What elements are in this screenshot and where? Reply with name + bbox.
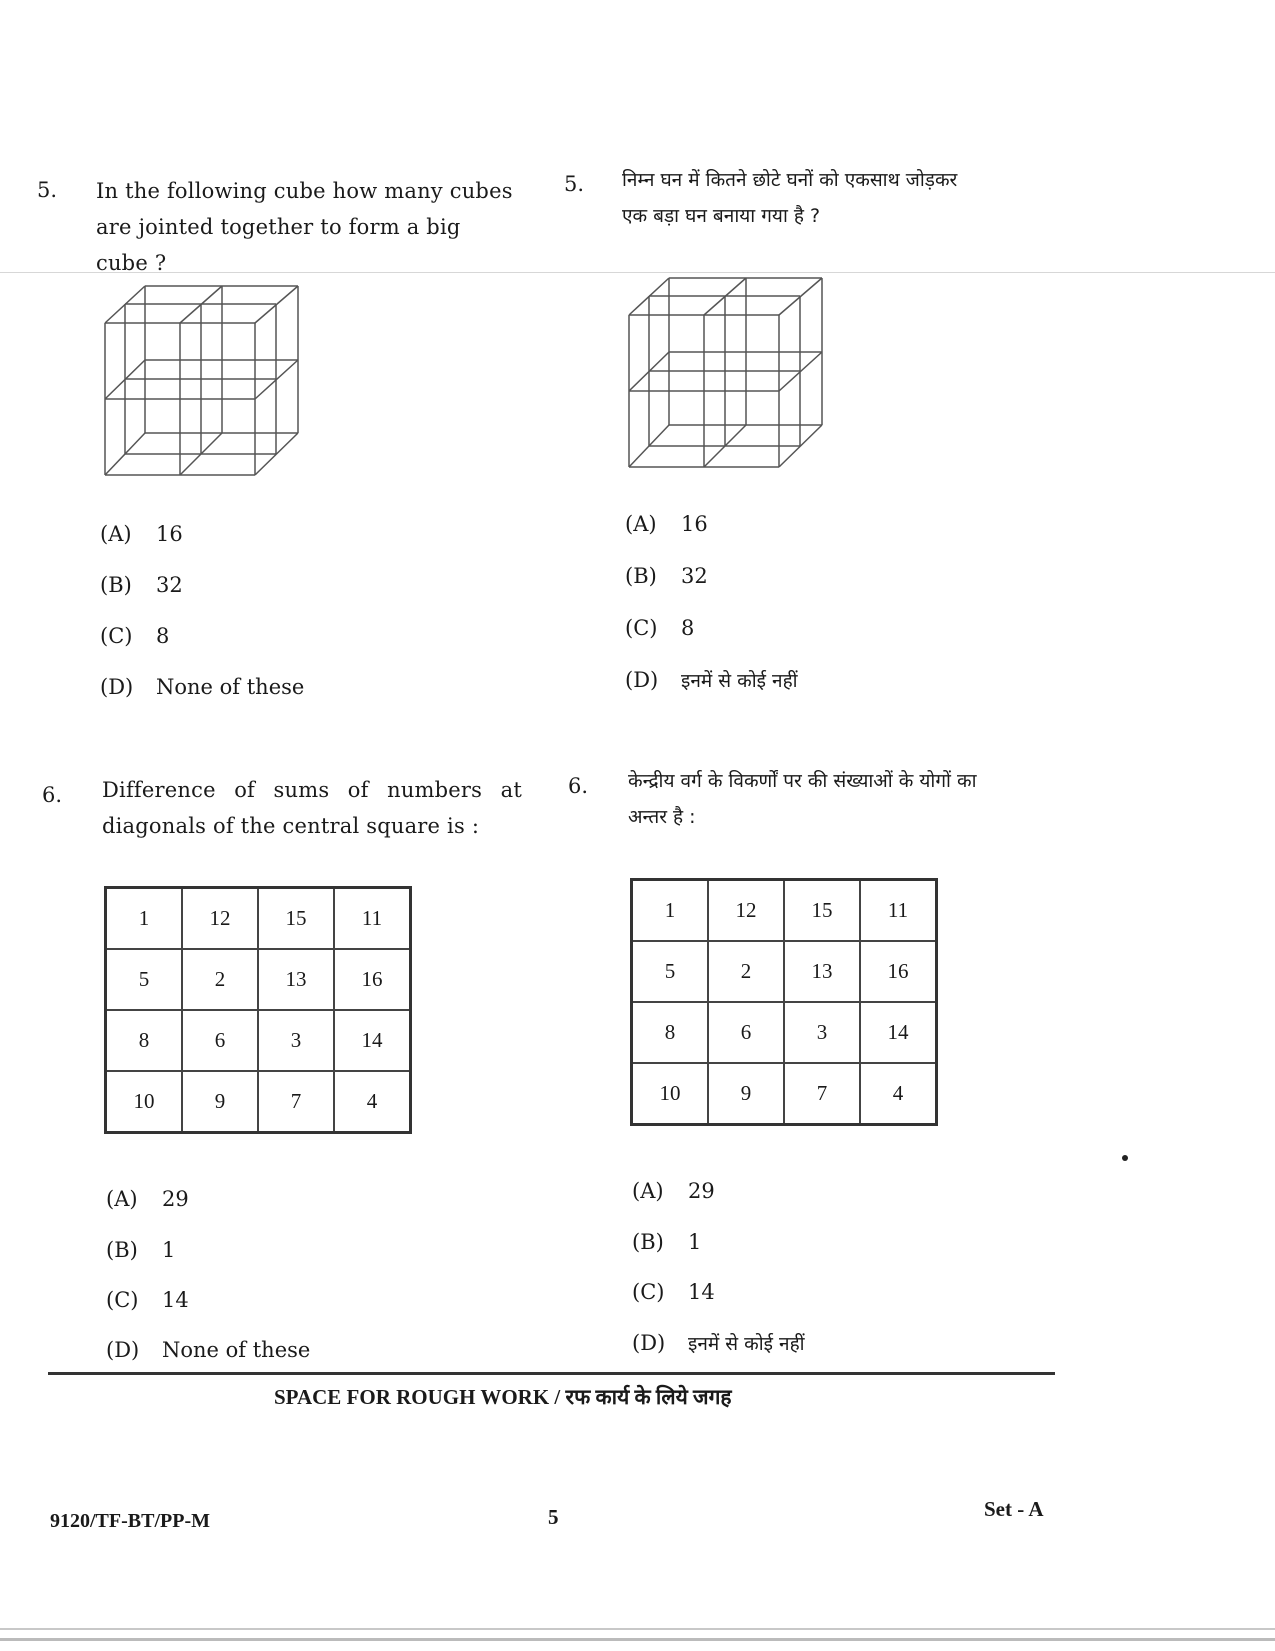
grid-row — [632, 941, 937, 1002]
option-label: (C) — [106, 1288, 139, 1312]
option-label: (D) — [106, 1338, 140, 1362]
grid-cell: 10 — [632, 1063, 709, 1125]
option-a — [106, 1187, 189, 1211]
grid-row — [106, 1010, 411, 1071]
option-b — [100, 573, 183, 597]
question-number: 5. — [564, 172, 585, 196]
question-text-hindi — [628, 763, 1058, 835]
option-label: (A) — [106, 1187, 138, 1211]
option-b — [632, 1230, 701, 1254]
question-text-line: diagonals of the central square is : — [102, 814, 480, 838]
option-label: (B) — [632, 1230, 664, 1254]
rough-work-divider — [48, 1372, 1055, 1375]
option-a — [625, 512, 708, 536]
question-text-line: एक बड़ा घन बनाया गया है ? — [622, 205, 821, 227]
question-text-line: In the following cube how many cubes — [96, 179, 513, 203]
option-value: 1 — [162, 1238, 176, 1262]
grid-cell: 13 — [784, 941, 860, 1002]
grid-row — [632, 1002, 937, 1063]
option-a — [632, 1179, 715, 1203]
option-label: (D) — [632, 1331, 666, 1355]
rough-work-label: SPACE FOR ROUGH WORK / रफ कार्य के लिये जगह — [274, 1385, 732, 1409]
grid-cell: 15 — [784, 880, 860, 942]
question-text-line: Difference of sums of numbers at — [102, 778, 522, 802]
number-grid — [104, 886, 412, 1134]
option-c — [632, 1280, 715, 1304]
grid-cell: 6 — [182, 1010, 258, 1071]
grid-cell: 6 — [708, 1002, 784, 1063]
paper-code: 9120/TF-BT/PP-M — [50, 1510, 210, 1532]
option-c — [625, 616, 694, 640]
grid-cell: 15 — [258, 888, 334, 950]
option-d — [625, 667, 798, 693]
option-value: 16 — [681, 512, 708, 536]
option-value: 32 — [156, 573, 183, 597]
option-d — [100, 675, 304, 699]
grid-cell: 2 — [182, 949, 258, 1010]
option-value: इनमें से कोई नहीं — [688, 1333, 805, 1355]
grid-row — [106, 888, 411, 950]
grid-row — [632, 880, 937, 942]
grid-cell: 7 — [258, 1071, 334, 1133]
option-label: (B) — [106, 1238, 138, 1262]
grid-cell: 14 — [860, 1002, 937, 1063]
grid-cell: 5 — [632, 941, 709, 1002]
option-d — [632, 1330, 805, 1356]
grid-cell: 1 — [632, 880, 709, 942]
option-value: 16 — [156, 522, 183, 546]
grid-row — [106, 1071, 411, 1133]
question-number: 5. — [37, 178, 58, 202]
grid-cell: 7 — [784, 1063, 860, 1125]
grid-cell: 16 — [860, 941, 937, 1002]
set-label: Set - A — [984, 1497, 1044, 1521]
question-number: 6. — [42, 783, 63, 807]
option-label: (C) — [100, 624, 133, 648]
number-grid — [630, 878, 938, 1126]
grid-cell: 9 — [182, 1071, 258, 1133]
grid-cell: 4 — [334, 1071, 411, 1133]
cube-figure — [624, 275, 834, 475]
option-b — [106, 1238, 175, 1262]
option-a — [100, 522, 183, 546]
grid-cell: 12 — [708, 880, 784, 942]
grid-cell: 9 — [708, 1063, 784, 1125]
question-number: 6. — [568, 774, 589, 798]
grid-cell: 13 — [258, 949, 334, 1010]
option-c — [106, 1288, 189, 1312]
option-value: 14 — [162, 1288, 189, 1312]
grid-cell: 8 — [632, 1002, 709, 1063]
question-text — [102, 772, 522, 844]
option-label: (D) — [625, 668, 659, 692]
grid-row — [632, 1063, 937, 1125]
option-label: (A) — [625, 512, 657, 536]
option-value: 29 — [688, 1179, 715, 1203]
option-value: None of these — [156, 675, 305, 699]
option-value: None of these — [162, 1338, 311, 1362]
option-label: (A) — [100, 522, 132, 546]
option-label: (B) — [100, 573, 132, 597]
option-d — [106, 1338, 310, 1362]
option-value: 32 — [681, 564, 708, 588]
grid-cell: 3 — [258, 1010, 334, 1071]
grid-cell: 4 — [860, 1063, 937, 1125]
grid-cell: 2 — [708, 941, 784, 1002]
grid-cell: 8 — [106, 1010, 183, 1071]
option-value: 29 — [162, 1187, 189, 1211]
grid-cell: 14 — [334, 1010, 411, 1071]
question-text — [96, 173, 516, 281]
grid-row — [106, 949, 411, 1010]
grid-cell: 16 — [334, 949, 411, 1010]
option-label: (A) — [632, 1179, 664, 1203]
option-value: 8 — [156, 624, 170, 648]
grid-cell: 5 — [106, 949, 183, 1010]
grid-cell: 10 — [106, 1071, 183, 1133]
cube-figure — [100, 283, 310, 483]
option-value: इनमें से कोई नहीं — [681, 670, 798, 692]
question-text-line: केन्द्रीय वर्ग के विकर्णों पर की संख्याओं के योगों का — [628, 770, 977, 792]
option-label: (D) — [100, 675, 134, 699]
question-text-hindi — [622, 162, 1052, 234]
option-value: 8 — [681, 616, 695, 640]
question-text-line: अन्तर है : — [628, 806, 696, 828]
scan-edge — [0, 1638, 1275, 1641]
option-b — [625, 564, 708, 588]
grid-cell: 3 — [784, 1002, 860, 1063]
option-c — [100, 624, 169, 648]
option-value: 14 — [688, 1280, 715, 1304]
option-label: (C) — [632, 1280, 665, 1304]
grid-cell: 11 — [334, 888, 411, 950]
grid-cell: 12 — [182, 888, 258, 950]
option-label: (B) — [625, 564, 657, 588]
grid-cell: 11 — [860, 880, 937, 942]
page-number: 5 — [548, 1505, 559, 1529]
question-text-line: निम्न घन में कितने छोटे घनों को एकसाथ जोड़कर — [622, 169, 958, 191]
option-label: (C) — [625, 616, 658, 640]
grid-cell: 1 — [106, 888, 183, 950]
option-value: 1 — [688, 1230, 702, 1254]
scan-edge — [0, 1628, 1275, 1630]
scan-dot — [1122, 1155, 1128, 1161]
question-text-line: are jointed together to form a big cube ? — [96, 215, 461, 275]
